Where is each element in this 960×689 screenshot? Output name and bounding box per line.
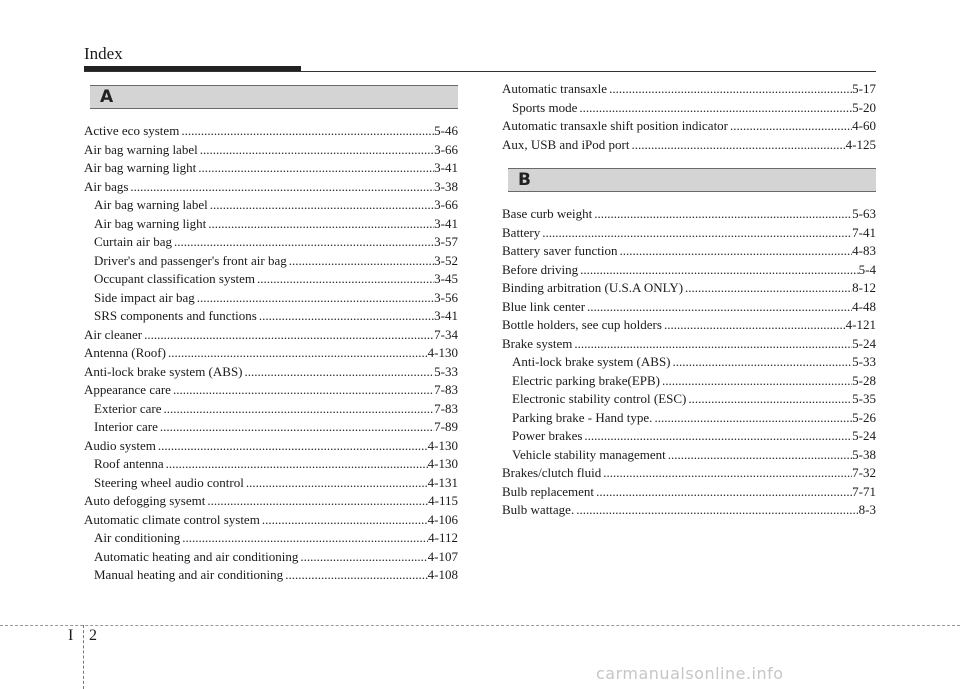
entry-page-ref: 7-83 (434, 400, 458, 416)
dot-leader (130, 178, 434, 197)
entry-label: Bottle holders, see cup holders (502, 317, 662, 332)
entry-page-ref: 3-45 (434, 271, 458, 286)
index-entry (84, 307, 458, 326)
entry-label: Auto defogging sysemt (84, 493, 206, 508)
dot-leader (289, 252, 434, 271)
index-column-right (502, 80, 876, 520)
entry-label: Before driving (502, 261, 579, 277)
dot-leader (182, 529, 428, 548)
dot-leader (262, 511, 428, 530)
index-entry (84, 455, 458, 474)
dot-leader (158, 437, 428, 456)
entry-page-ref: 5-46 (434, 123, 458, 138)
entry-label: Parking brake - Hand type. (512, 409, 653, 425)
index-entry (84, 474, 458, 493)
entry-page-ref: 5-24 (852, 428, 876, 443)
entry-page-ref: 5-4 (858, 261, 876, 277)
index-entry (502, 464, 876, 483)
index-column-left (84, 85, 458, 585)
index-entry (84, 344, 458, 363)
dot-leader (285, 566, 427, 585)
index-entry (84, 566, 458, 585)
entry-page-ref: 8-12 (852, 280, 876, 295)
index-entry (502, 80, 876, 99)
dot-leader (587, 298, 852, 317)
index-entry (84, 363, 458, 382)
section-heading-a (90, 85, 458, 109)
entry-label: Anti-lock brake system (ABS) (84, 363, 243, 379)
dot-leader (580, 261, 858, 280)
entry-label: Automatic transaxle (502, 81, 608, 96)
footer-dashed-rule (0, 625, 960, 626)
page-prefix: I (68, 627, 74, 644)
entry-page-ref: 5-63 (852, 206, 876, 221)
dot-leader (197, 289, 434, 308)
entry-label: Side impact air bag (94, 289, 195, 305)
entry-page-ref: 3-41 (434, 160, 458, 175)
dot-leader (198, 159, 434, 178)
entry-page-ref: 3-57 (434, 234, 458, 249)
entry-label: Air bag warning label (84, 141, 198, 157)
index-entry (502, 242, 876, 261)
dot-leader (210, 196, 434, 215)
index-entry (84, 381, 458, 400)
dot-leader (168, 344, 428, 363)
index-entry (502, 316, 876, 335)
dot-leader (685, 279, 852, 298)
entry-page-ref: 3-38 (434, 178, 458, 194)
entry-page-ref: 7-41 (852, 224, 876, 240)
entry-label: Base curb weight (502, 206, 593, 221)
watermark: carmanualsonline.info (596, 664, 784, 683)
entry-page-ref: 3-66 (434, 141, 458, 157)
entry-page-ref: 3-41 (434, 215, 458, 231)
entry-label: Air cleaner (84, 326, 143, 342)
index-entry (502, 501, 876, 520)
entry-page-ref: 5-17 (852, 81, 876, 96)
index-entry (84, 437, 458, 456)
dot-leader (664, 316, 846, 335)
index-entry (502, 99, 876, 118)
entry-label: Steering wheel audio control (94, 474, 244, 490)
header-rule (84, 71, 876, 72)
entry-page-ref: 3-56 (434, 289, 458, 305)
entry-page-ref: 4-130 (427, 345, 458, 360)
index-list-a (84, 122, 458, 585)
index-entry (502, 279, 876, 298)
entry-page-ref: 7-34 (434, 326, 458, 342)
entry-label: Battery saver function (502, 243, 618, 258)
entry-page-ref: 4-108 (427, 567, 458, 582)
entry-page-ref: 5-33 (434, 363, 458, 379)
index-entry (502, 224, 876, 243)
entry-label: Exterior care (94, 400, 162, 416)
entry-page-ref: 3-52 (434, 252, 458, 268)
index-entry (84, 326, 458, 345)
entry-page-ref: 7-71 (852, 483, 876, 499)
dot-leader (654, 409, 852, 428)
entry-page-ref: 5-33 (852, 354, 876, 369)
entry-label: Air bags (84, 178, 129, 194)
dot-leader (207, 492, 428, 511)
index-list-b (502, 205, 876, 520)
entry-label: Antenna (Roof) (84, 345, 166, 360)
dot-leader (259, 307, 434, 326)
index-entry (84, 548, 458, 567)
footer-dashed-margin (83, 625, 84, 689)
index-entry (502, 427, 876, 446)
entry-label: Binding arbitration (U.S.A ONLY) (502, 280, 684, 295)
dot-leader (730, 117, 852, 136)
index-entry (84, 215, 458, 234)
index-entry (84, 196, 458, 215)
entry-label: Appearance care (84, 382, 171, 397)
entry-label: Electronic stability control (ESC) (512, 391, 687, 406)
entry-label: Vehicle stability management (512, 446, 666, 462)
entry-label: Battery (502, 224, 541, 240)
entry-page-ref: 3-66 (434, 197, 458, 212)
dot-leader (688, 390, 852, 409)
entry-label: Aux, USB and iPod port (502, 136, 630, 152)
entry-label: Bulb replacement (502, 483, 595, 499)
entry-label: Air bag warning light (84, 160, 197, 175)
dot-leader (542, 224, 852, 243)
entry-page-ref: 4-106 (427, 511, 458, 527)
entry-page-ref: 7-83 (434, 382, 458, 397)
index-entry (84, 252, 458, 271)
entry-label: Air bag warning light (94, 215, 207, 231)
dot-leader (200, 141, 434, 160)
index-entry (84, 529, 458, 548)
dot-leader (620, 242, 853, 261)
index-entry (84, 141, 458, 160)
entry-label: Anti-lock brake system (ABS) (512, 354, 671, 369)
dot-leader (673, 353, 853, 372)
index-entry (84, 511, 458, 530)
entry-page-ref: 7-89 (434, 419, 458, 434)
dot-leader (174, 233, 434, 252)
index-entry (84, 492, 458, 511)
index-entry (502, 483, 876, 502)
dot-leader (596, 483, 852, 502)
entry-page-ref: 5-26 (852, 409, 876, 425)
dot-leader (584, 427, 852, 446)
entry-label: Manual heating and air conditioning (94, 567, 284, 582)
index-entry (502, 446, 876, 465)
index-entry (84, 178, 458, 197)
entry-label: Occupant classification system (94, 271, 256, 286)
dot-leader (576, 501, 858, 520)
entry-label: Automatic climate control system (84, 511, 260, 527)
dot-leader (300, 548, 427, 567)
entry-label: Curtain air bag (94, 234, 172, 249)
entry-page-ref: 4-130 (427, 456, 458, 471)
dot-leader (574, 335, 852, 354)
dot-leader (668, 446, 852, 465)
index-entry (84, 122, 458, 141)
index-entry (502, 390, 876, 409)
index-entry (84, 270, 458, 289)
dot-leader (160, 418, 434, 437)
index-entry (502, 205, 876, 224)
index-entry (502, 136, 876, 155)
entry-label: Electric parking brake(EPB) (512, 372, 660, 388)
entry-page-ref: 4-130 (427, 437, 458, 453)
index-entry (84, 159, 458, 178)
entry-page-ref: 4-60 (852, 118, 876, 133)
index-entry (84, 400, 458, 419)
section-heading-b (508, 168, 876, 192)
entry-page-ref: 4-48 (852, 298, 876, 314)
dot-leader (181, 122, 434, 141)
entry-page-ref: 4-115 (428, 493, 458, 508)
entry-label: Brakes/clutch fluid (502, 465, 602, 480)
section-letter-b: B (518, 170, 531, 190)
index-entry (502, 117, 876, 136)
entry-page-ref: 5-24 (852, 335, 876, 351)
entry-page-ref: 5-35 (852, 391, 876, 406)
entry-page-ref: 4-121 (845, 317, 876, 332)
entry-page-ref: 4-131 (427, 474, 458, 490)
entry-label: Interior care (94, 419, 158, 434)
entry-label: Active eco system (84, 123, 180, 138)
dot-leader (631, 136, 845, 155)
entry-page-ref: 5-20 (852, 99, 876, 115)
section-letter-a: A (100, 87, 114, 107)
dot-leader (609, 80, 852, 99)
dot-leader (594, 205, 852, 224)
entry-label: Driver's and passenger's front air bag (94, 252, 287, 268)
index-entry (502, 353, 876, 372)
index-entry (84, 289, 458, 308)
entry-page-ref: 8-3 (858, 502, 876, 517)
index-entry (502, 372, 876, 391)
dot-leader (173, 381, 434, 400)
entry-label: Power brakes (512, 428, 583, 443)
entry-label: Brake system (502, 335, 573, 351)
dot-leader (579, 99, 852, 118)
entry-label: Air conditioning (94, 530, 181, 545)
index-entry (502, 261, 876, 280)
entry-page-ref: 4-112 (428, 530, 458, 545)
dot-leader (166, 455, 428, 474)
entry-label: Automatic transaxle shift position indicator (502, 118, 729, 133)
page-header-title: Index (84, 44, 123, 63)
dot-leader (245, 363, 435, 382)
dot-leader (144, 326, 434, 345)
entry-label: SRS components and functions (94, 308, 257, 323)
index-entry (502, 409, 876, 428)
entry-label: Roof antenna (94, 456, 164, 471)
index-entry (502, 335, 876, 354)
index-entry (84, 233, 458, 252)
page-number: 2 (89, 627, 97, 644)
index-entry (502, 298, 876, 317)
dot-leader (246, 474, 428, 493)
dot-leader (257, 270, 434, 289)
entry-label: Automatic heating and air conditioning (94, 548, 299, 564)
entry-page-ref: 7-32 (852, 465, 876, 480)
entry-label: Blue link center (502, 298, 586, 314)
entry-page-ref: 4-107 (427, 548, 458, 564)
entry-label: Bulb wattage. (502, 502, 575, 517)
dot-leader (208, 215, 434, 234)
entry-page-ref: 5-28 (852, 372, 876, 388)
entry-page-ref: 5-38 (852, 446, 876, 462)
entry-label: Audio system (84, 437, 156, 453)
entry-page-ref: 4-83 (852, 243, 876, 258)
entry-page-ref: 3-41 (434, 308, 458, 323)
entry-page-ref: 4-125 (845, 136, 876, 152)
dot-leader (603, 464, 852, 483)
dot-leader (662, 372, 852, 391)
entry-label: Air bag warning label (94, 197, 208, 212)
entry-label: Sports mode (512, 99, 578, 115)
index-entry (84, 418, 458, 437)
index-list-a-continued (502, 80, 876, 154)
dot-leader (163, 400, 434, 419)
